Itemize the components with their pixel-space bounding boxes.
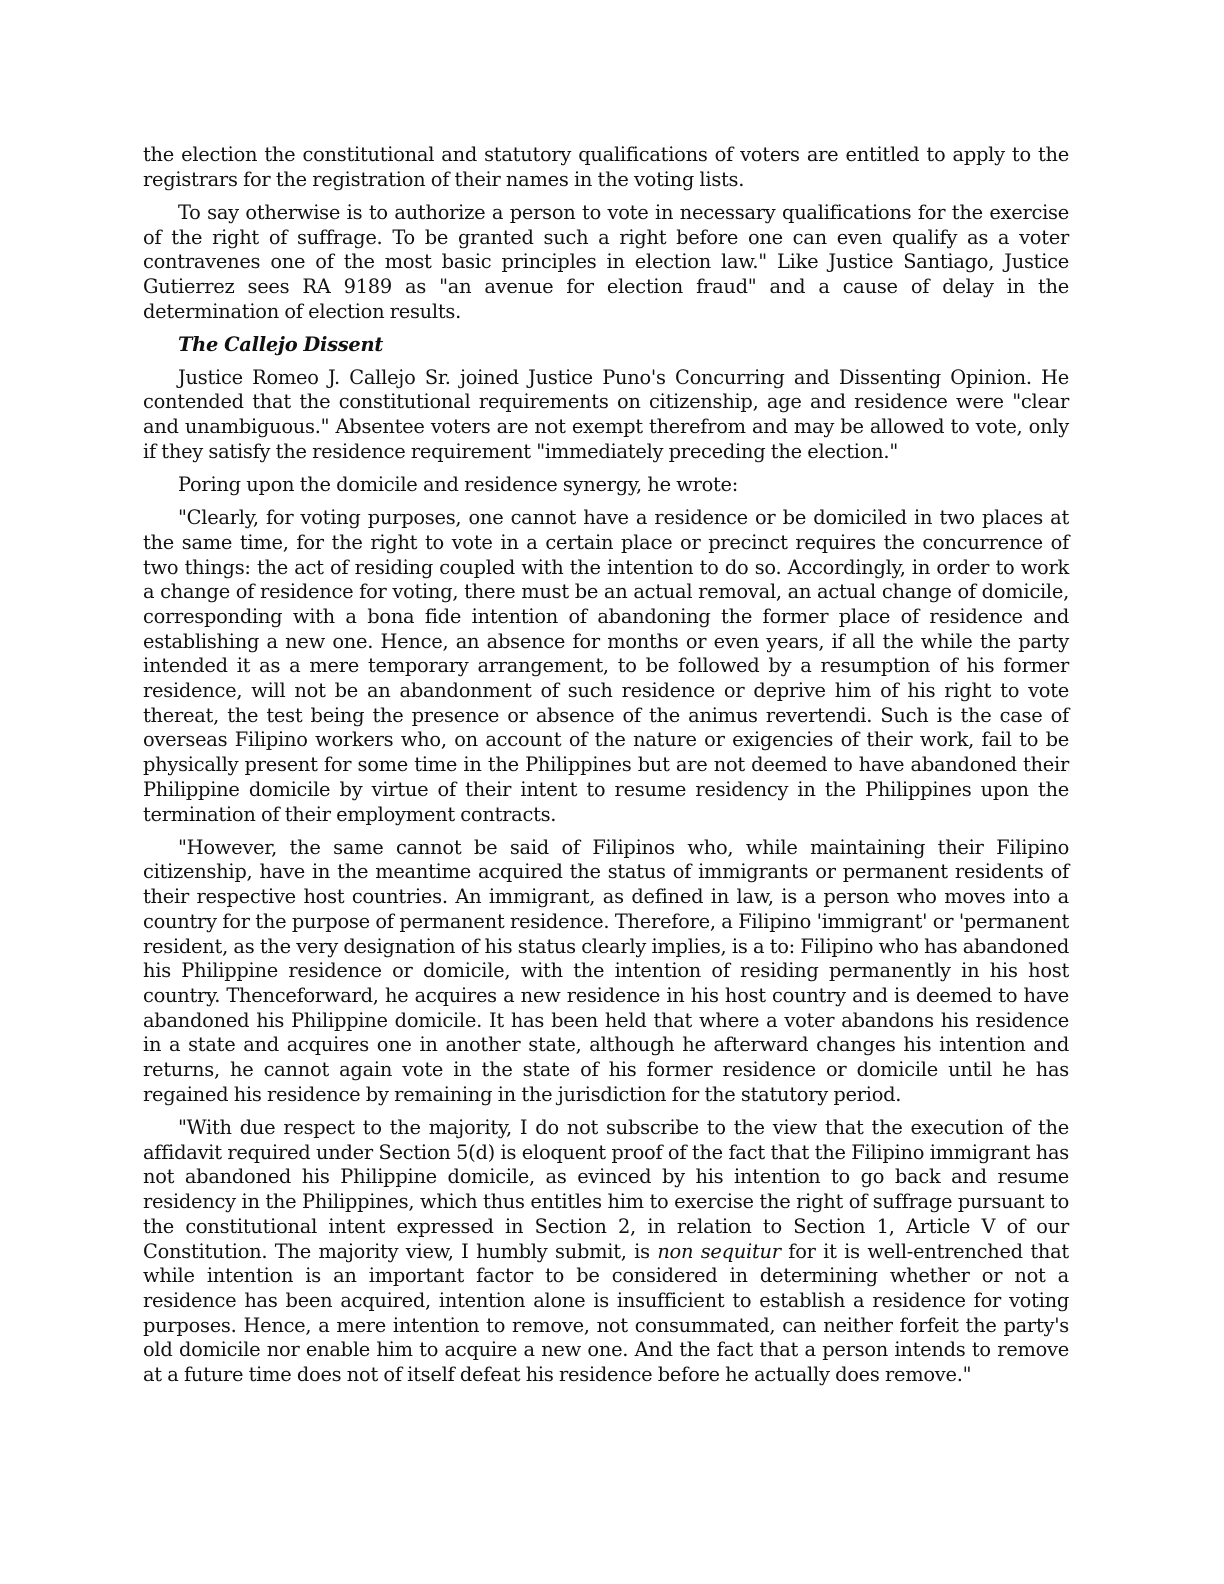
paragraph-quote-majority	[143, 1116, 1069, 1388]
quote-majority-part-1: "With due respect to the majority, I do not subscribe to the view that the execution of the affidavit required under Section 5(d) is eloquent proof of the fact that the Filipino immigrant has not abandoned his Philippine domicile, as evinced by his intention to go back and resume residency in the Philippines, which thus entitles him to exercise the right of suffrage pursuant to the constitutional intent expressed in Section 2, in relation to Section 1, Article V of our Constitution. The majority view, I humbly submit, is	[143, 1116, 1069, 1263]
document-page	[143, 143, 1069, 1396]
paragraph-domicile-lead: Poring upon the domicile and residence synergy, he wrote:	[178, 472, 739, 496]
paragraph-continuation: the election the constitutional and statutory qualifications of voters are entitled to apply to the registrars for the registration of their names in the voting lists.	[143, 143, 1069, 191]
paragraph-quote-residence: "Clearly, for voting purposes, one cannot have a residence or be domiciled in two places at the same time, for the right to vote in a certain place or precinct requires the concurrence of two things: the act of residing coupled with the intention to do so. Accordingly, in order to work a change of residence for voting, there must be an actual removal, an actual change of domicile, corresponding with a bona fide intention of abandoning the former place of residence and establishing a new one. Hence, an absence for months or even years, if all the while the party intended it as a mere temporary arrangement, to be followed by a resumption of his former residence, will not be an abandonment of such residence or deprive him of his right to vote thereat, the test being the presence or absence of the animus revertendi. Such is the case of overseas Filipino workers who, on account of the nature or exigencies of their work, fail to be physically present for some time in the Philippines but are not deemed to have abandoned their Philippine domicile by virtue of their intent to resume residency in the Philippines upon the termination of their employment contracts.	[143, 506, 1069, 826]
section-heading-callejo-dissent: The Callejo Dissent	[178, 332, 384, 356]
quote-majority-part-2: for it is well-entrenched that while intention is an important factor to be considered in determining whether or not a residence has been acquired, intention alone is insufficient to establish a residence for voting purposes. Hence, a mere intention to remove, not consummated, can neither forfeit the party's old domicile nor enable him to acquire a new one. And the fact that a person intends to remove at a future time does not of itself defeat his residence before he actually does remove."	[143, 1239, 1069, 1387]
non-sequitur-italic: non sequitur	[657, 1239, 781, 1263]
paragraph-gutierrez-view: To say otherwise is to authorize a person to vote in necessary qualifications for the exercise of the right of suffrage. To be granted such a right before one can even qualify as a voter contravenes one of the most basic principles in election law." Like Justice Santiago, Justice Gutierrez sees RA 9189 as "an avenue for election fraud" and a cause of delay in the determination of election results.	[143, 200, 1069, 323]
paragraph-quote-immigrants: "However, the same cannot be said of Filipinos who, while maintaining their Filipino citizenship, have in the meantime acquired the status of immigrants or permanent residents of their respective host countries. An immigrant, as defined in law, is a person who moves into a country for the purpose of permanent residence. Therefore, a Filipino 'immigrant' or 'permanent resident, as the very designation of his status clearly implies, is a to: Filipino who has abandoned his Philippine residence or domicile, with the intention of residing permanently in his host country. Thenceforward, he acquires a new residence in his host country and is deemed to have abandoned his Philippine domicile. It has been held that where a voter abandons his residence in a state and acquires one in another state, although he afterward changes his intention and returns, he cannot again vote in the state of his former residence or domicile until he has regained his residence by remaining in the jurisdiction for the statutory period.	[143, 835, 1069, 1106]
paragraph-callejo-intro: Justice Romeo J. Callejo Sr. joined Justice Puno's Concurring and Dissenting Opinion. He contended that the constitutional requirements on citizenship, age and residence were "clear and unambiguous." Absentee voters are not exempt therefrom and may be allowed to vote, only if they satisfy the residence requirement "immediately preceding the election."	[143, 365, 1069, 463]
